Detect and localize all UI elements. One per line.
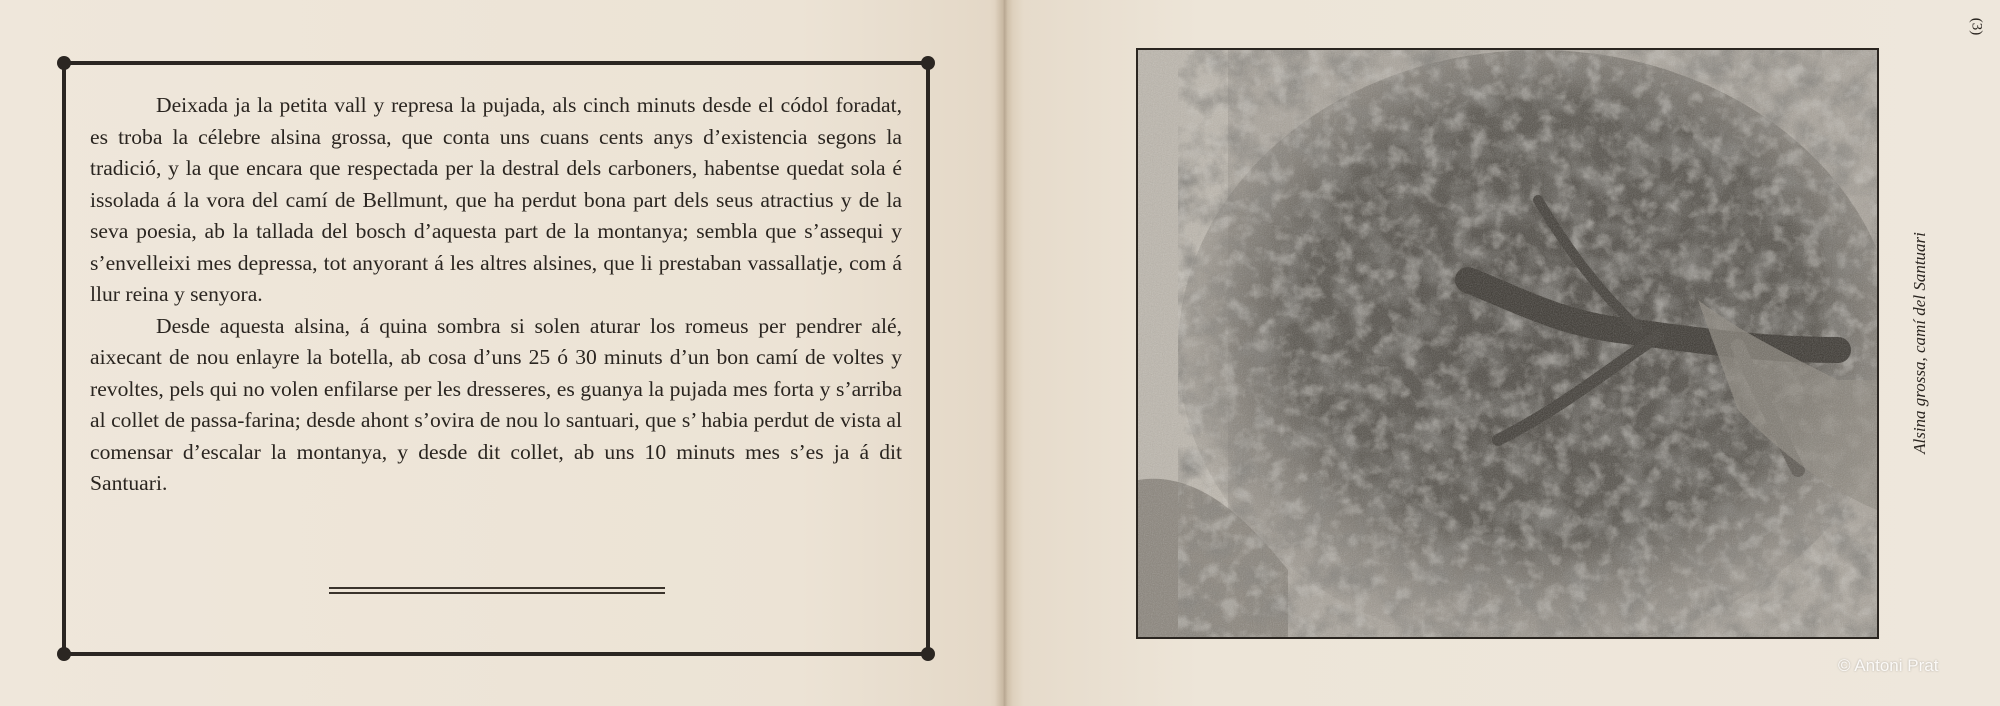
paragraph-1: Deixada ja la petita vall y represa la pujada, als cinch minuts desde el códol foradat, es troba la célebre alsina grossa, que conta uns cuans cents anys d’existencia segons la tradició, y la que encara que respectada per la destral dels carboners, habentse quedat sola é issolada á la vora del camí de Bellmunt, que ha perdut bona part dels seus atractius y de la seva poesia, ab la tallada del bosch d’aquesta part de la montanya; sembla que s’assequi y s’envelleixi mes depressa, tot anyorant á les altres alsines, que li prestaban vassallatje, com á llur reina y senyora. bbox=[90, 93, 902, 306]
frame-border-left bbox=[62, 63, 66, 654]
frame-border-right bbox=[926, 63, 930, 654]
body-text bbox=[90, 90, 902, 500]
frame-corner-ornament bbox=[57, 56, 71, 70]
photo-caption-text: Alsina grossa, camí del Santuari bbox=[1910, 232, 1929, 454]
frame-corner-ornament bbox=[921, 647, 935, 661]
oak-tree-photo bbox=[1136, 48, 1879, 639]
paragraph-2: Desde aquesta alsina, á quina sombra si solen aturar los romeus per pendrer alé, aixecant de nou enlayre la botella, ab cosa d’uns 25 ó 30 minuts d’un bon camí de voltes y revoltes, pels qui no volen enfilarse per les dresseres, es guanya la pujada mes forta y s’arriba al collet de passa-farina; desde ahont s’ovira de nou lo santuari, que s’ habia perdut de vista al comensar d’escalar la montanya, y desde dit collet, ab uns 10 minuts mes s’es ja á dit Santuari. bbox=[90, 313, 902, 495]
page-number-text: (3) bbox=[1968, 17, 1985, 36]
frame-corner-ornament bbox=[57, 647, 71, 661]
frame-corner-ornament bbox=[921, 56, 935, 70]
double-rule-divider bbox=[329, 587, 665, 594]
copyright-watermark: © Antoni Prat bbox=[1838, 656, 1939, 675]
frame-border-bottom bbox=[64, 652, 928, 656]
oak-tree-photo-image bbox=[1138, 50, 1877, 637]
frame-border-top bbox=[64, 61, 928, 65]
